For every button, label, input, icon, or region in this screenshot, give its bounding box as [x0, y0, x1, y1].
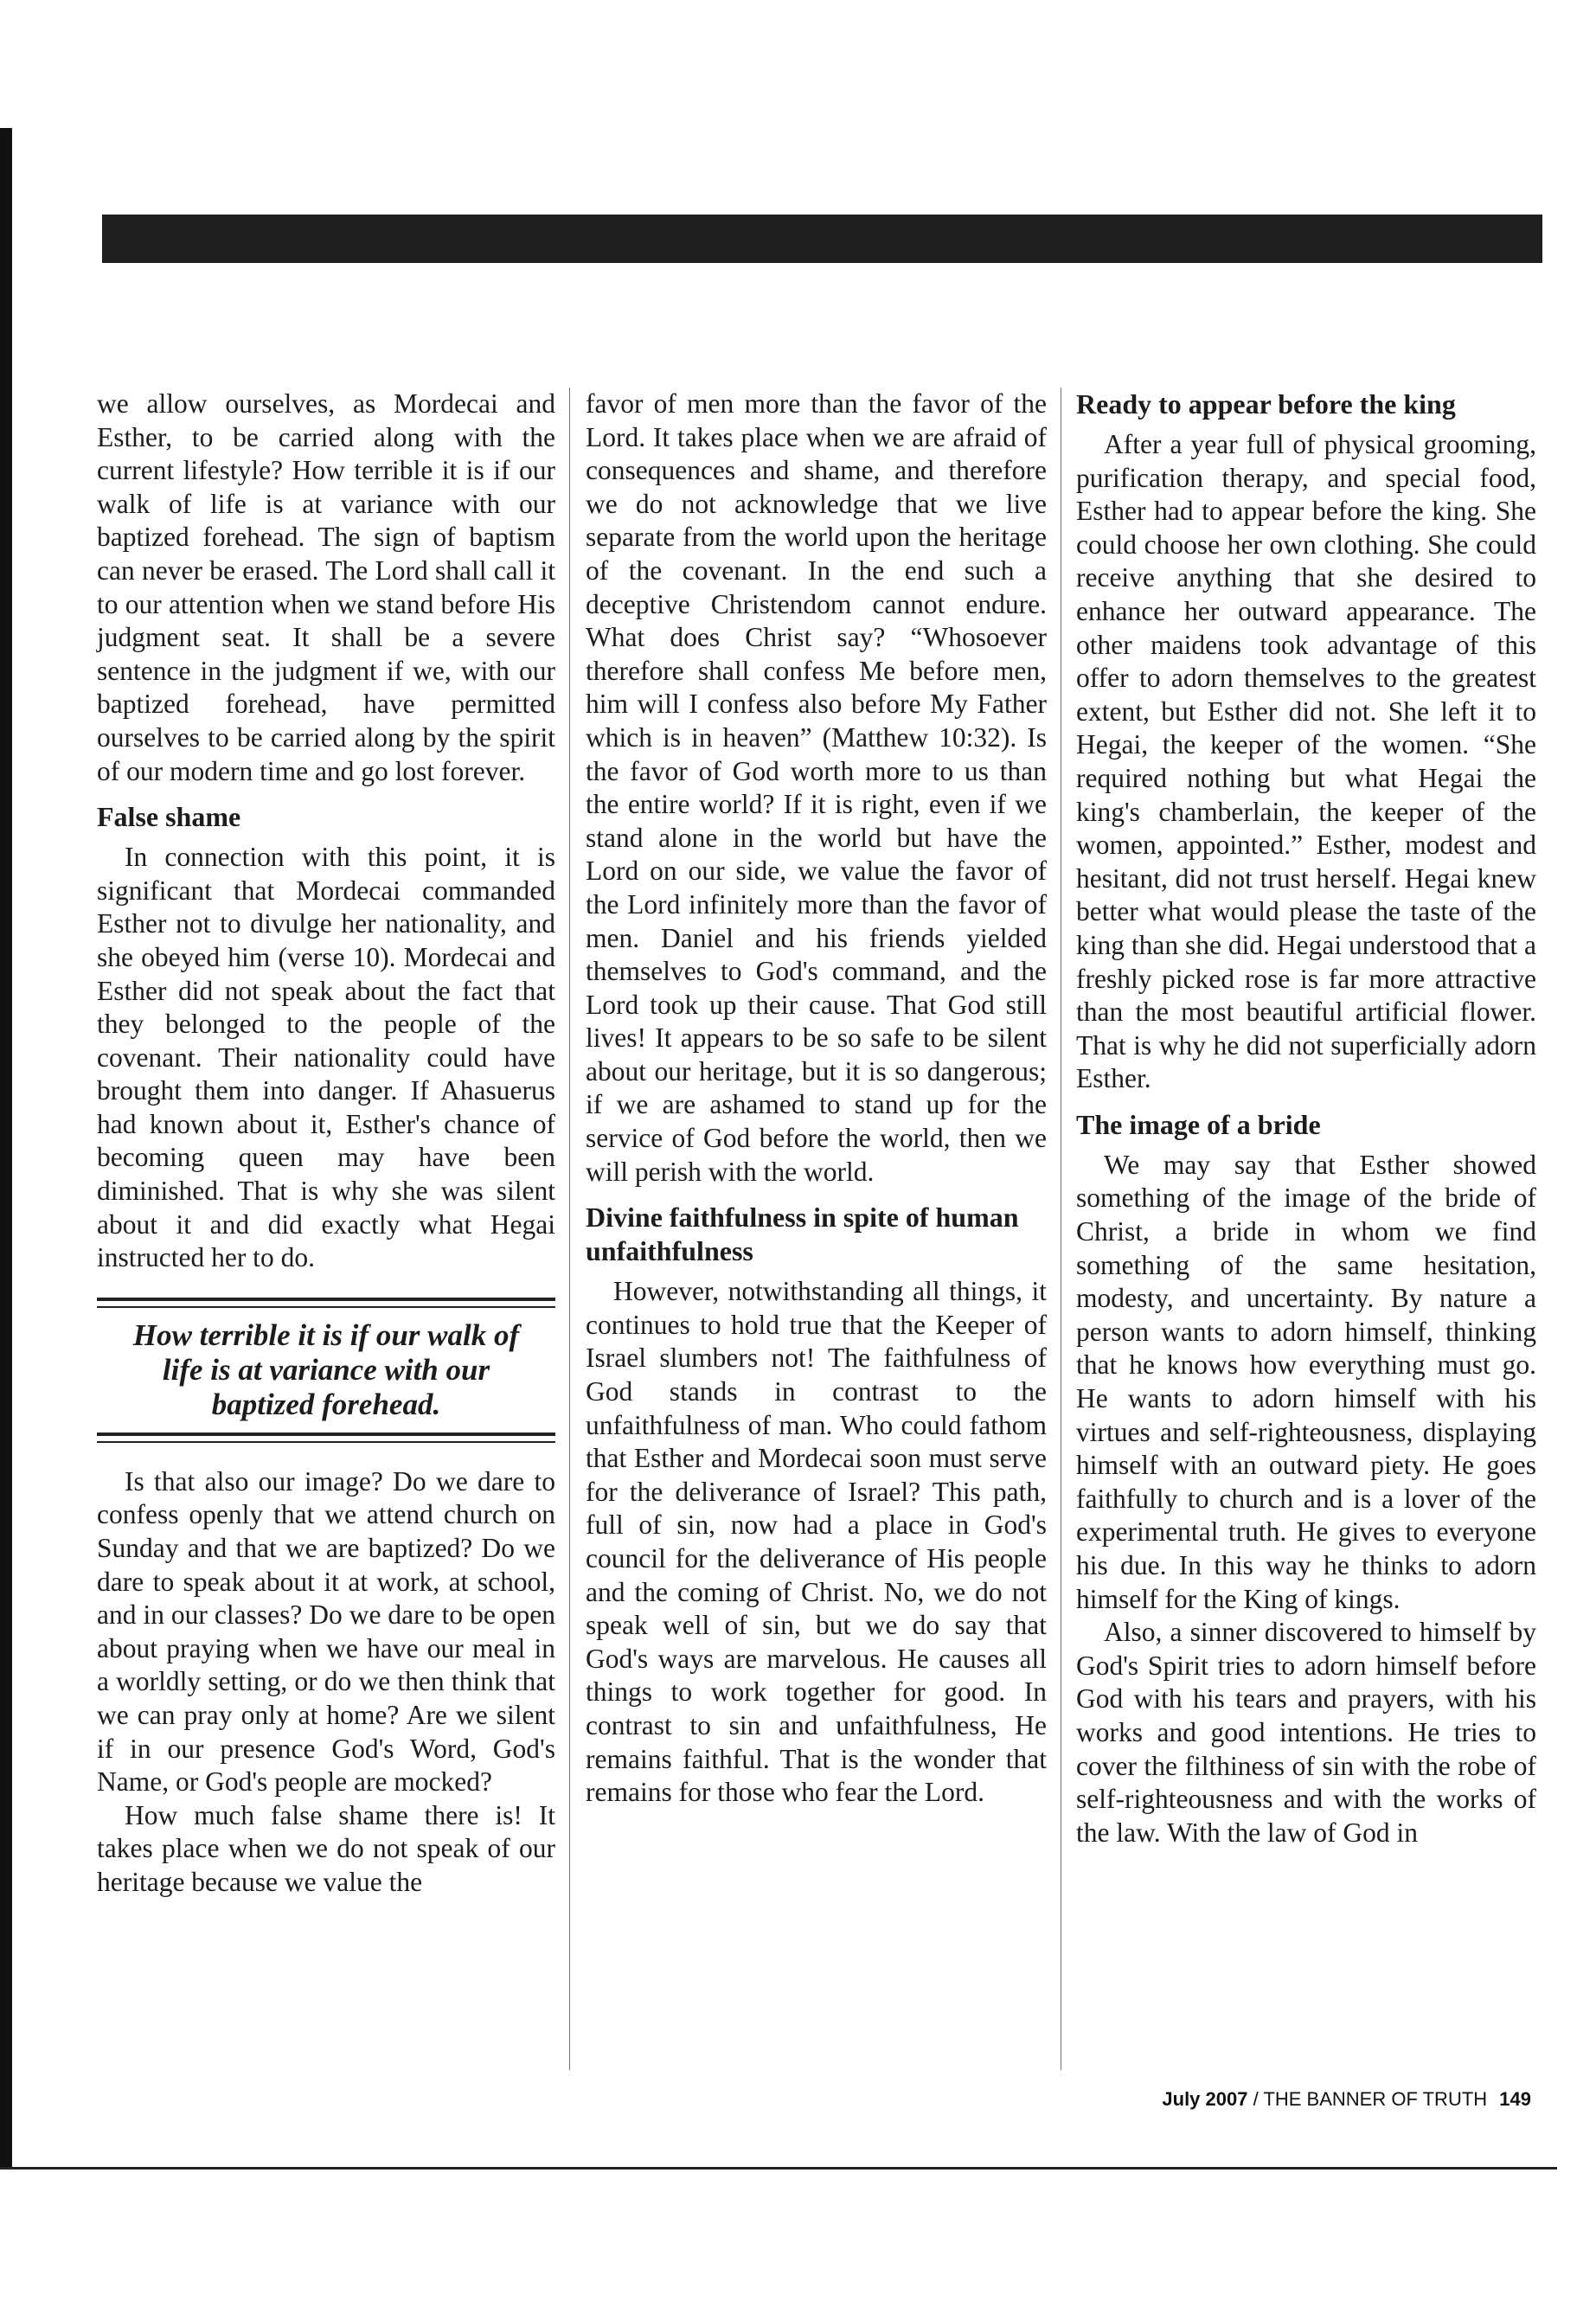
- pull-quote-rule-top: [97, 1298, 555, 1308]
- footer-publication: THE BANNER OF TRUTH: [1263, 2088, 1488, 2110]
- page-number: 149: [1499, 2088, 1531, 2110]
- pull-quote: [97, 1298, 555, 1443]
- footer-date: July 2007: [1162, 2088, 1248, 2110]
- paragraph: After a year full of physical grooming, purification therapy, and special food, Esther had to appear before the king. She could choose her own clothing. She could receive anything that she desired to enhance her outward appearance. The other maidens took advantage of this offer to adorn themselves to the greatest extent, but Esther did not. She left it to Hegai, the keeper of the women. “She required nothing but what Hegai the king's chamberlain, the keeper of the women, appointed.” Esther, modest and hesitant, did not trust herself. Hegai knew better what would please the taste of the king than she did. Hegai understood that a freshly picked rose is far more attractive than the most beautiful artificial flower. That is why he did not superficially adorn Esther.: [1076, 429, 1536, 1094]
- column-2: [586, 388, 1047, 1810]
- column-divider: [569, 388, 570, 2070]
- paragraph: Is that also our image? Do we dare to confess openly that we attend church on Sunday and that we are baptized? Do we dare to speak about it at work, at school, and in our classes? Do we dare to be open about praying when we have our meal in a worldly setting, or do we then think that we can pray only at home? Are we silent if in our presence God's Word, God's Name, or God's people are mocked?: [97, 1465, 555, 1798]
- paragraph: favor of men more than the favor of the Lord. It takes place when we are afraid of consequences and shame, and therefore we do not acknowledge that we live separate from the world upon the heritage of the covenant. In the end such a deceptive Christendom cannot endure. What does Christ say? “Whosoever therefore shall confess Me before men, him will I confess also before My Father which is in heaven” (Matthew 10:32). Is the favor of God worth more to us than the entire world? If it is right, even if we stand alone in the world but have the Lord on our side, we value the favor of the Lord infinitely more than the favor of men. Daniel and his friends yielded themselves to God's command, and the Lord took up their cause. That God still lives! It appears to be so safe to be silent about our heritage, but it is so dangerous; if we are ashamed to stand up for the service of God before the world, then we will perish with the world.: [586, 388, 1047, 1187]
- footer-separator: /: [1253, 2088, 1259, 2110]
- column-3: [1076, 388, 1536, 1849]
- section-heading: False shame: [97, 801, 241, 833]
- section-heading: Divine faithfulness in spite of human unfaithfulness: [586, 1202, 1019, 1267]
- pull-quote-rule-bottom: [97, 1433, 555, 1443]
- paragraph: However, notwithstanding all things, it continues to hold true that the Keeper of Israel slumbers not! The faithfulness of God stands in contrast to the unfaithfulness of man. Who could fathom that Esther and Mordecai soon must serve for the deliverance of Israel? This path, full of sin, now had a place in God's council for the deliverance of His people and the coming of Christ. No, we do not speak well of sin, but we do say that God's ways are marvelous. He causes all things to work together for good. In contrast to sin and unfaithfulness, He remains faithful. That is the wonder that remains for those who fear the Lord.: [586, 1276, 1047, 1808]
- column-1: [97, 388, 555, 1900]
- scan-edge-bottom: [0, 2167, 1557, 2170]
- paragraph: Also, a sinner discovered to himself by God's Spirit tries to adorn himself before God with his tears and prayers, with his works and good intentions. He tries to cover the filthiness of sin with the robe of self-righteousness and with the works of the law. With the law of God in: [1076, 1617, 1536, 1848]
- section-heading: The image of a bride: [1076, 1108, 1321, 1140]
- section-heading: Ready to appear before the king: [1076, 388, 1456, 420]
- paragraph: We may say that Esther showed something of the image of the bride of Christ, a bride in whom we find something of the same hesitation, modesty, and uncertainty. By nature a person wants to adorn himself, thinking that he knows how everything must go. He wants to adorn himself with his virtues and self-righteousness, displaying himself with an outward piety. He goes faithfully to church and is a lover of the experimental truth. He gives to everyone his due. In this way he thinks to adorn himself for the King of kings.: [1076, 1149, 1536, 1614]
- header-bar: [102, 215, 1542, 263]
- paragraph: we allow ourselves, as Mordecai and Esther, to be carried along with the current lifestyle? How terrible it is if our walk of life is at variance with our baptized forehead. The sign of baptism can never be erased. The Lord shall call it to our attention when we stand before His judgment seat. It shall be a severe sentence in the judgment if we, with our baptized forehead, have permitted ourselves to be carried along by the spirit of our modern time and go lost forever.: [97, 388, 555, 786]
- pull-quote-text: How terrible it is if our walk of life is at variance with our baptized forehead.: [132, 1317, 520, 1421]
- paragraph: In connection with this point, it is significant that Mordecai commanded Esther not to divulge her nationality, and she obeyed him (verse 10). Mordecai and Esther did not speak about the fact that they belonged to the people of the covenant. Their nationality could have brought them into danger. If Ahasuerus had known about it, Esther's chance of becoming queen may have been diminished. That is why she was silent about it and did exactly what Hegai instructed her to do.: [97, 842, 555, 1273]
- page-footer: [1159, 2088, 1531, 2111]
- paragraph: How much false shame there is! It takes place when we do not speak of our heritage because we value the: [97, 1799, 555, 1897]
- scan-edge: [0, 128, 12, 2170]
